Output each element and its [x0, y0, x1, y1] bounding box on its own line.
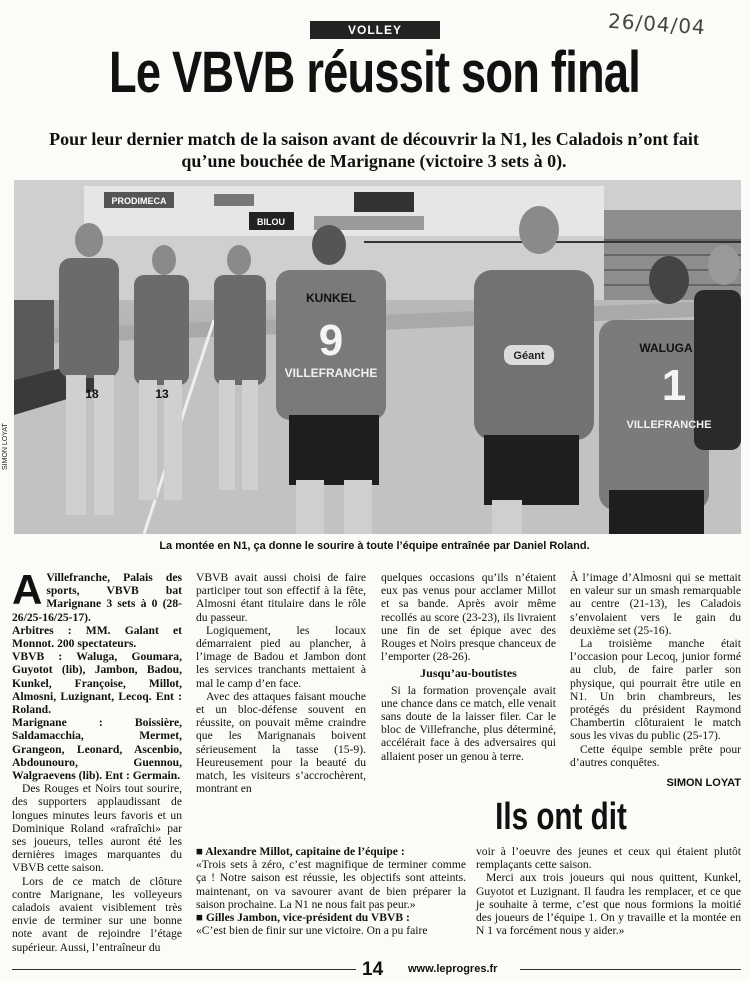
section-rubric: VOLLEY — [310, 21, 440, 39]
paragraph: quelques occasions qu’ils n’étaient eux pas venus pour acclamer Millot et sa bande. Après avoir même recollés au score (23-23), ils livraient une fin de set épique avec des Rouges et Noirs presque chanceux de l’emporter (28-26). — [381, 571, 556, 664]
quote-text: «Trois sets à zéro, c’est magnifique de terminer comme ça ! Notre saison est réussie, les objectifs sont atteints. maintenant, on va savourer avant de bien préparer la saison prochaine. La N1 ne nous fait pas peur.» — [196, 858, 466, 911]
handwritten-date: 26/04/04 — [607, 8, 707, 40]
sponsor-logo: Géant — [513, 350, 545, 362]
article-column-4 — [570, 571, 741, 790]
photo-illustration — [14, 180, 741, 534]
paragraph: Si la formation provençale avait une chance dans ce match, elle venait sans doute de la laisser filer. Car le bloc de Villefranche, plus déterminé, accélérait face à des adversaires qui allaient poser un genou à terre. — [381, 683, 556, 763]
marignane-lineup: Marignane : Boissière, Saldamacchia, Mermet, Grangeon, Leonard, Ascenbio, Abdounouro, Guennou, Walgraevens (lib). Ent : Germain. — [12, 716, 182, 783]
quotes-column-2 — [476, 845, 741, 937]
article-headline: Le VBVB réussit son final — [108, 40, 641, 105]
footer-rule — [520, 969, 741, 970]
banner-text: BILOU — [257, 217, 285, 227]
quote-text: «C’est bien de finir sur une victoire. On a pu faire — [196, 924, 428, 938]
paragraph: Des Rouges et Noirs tout sourire, des supporters applaudissant de longues minutes leurs favoris et un Dominique Roland «rafraîchi» par ses joueurs, telles auront été les dernières images marquantes du VBVB cette saison. — [12, 782, 182, 875]
paragraph: Cette équipe semble prête pour d’autres conquêtes. — [570, 742, 741, 769]
jersey-number: 9 — [318, 316, 344, 365]
paragraph: Lors de ce match de clôture contre Marignane, les volleyeurs caladois avaient visiblement très envie de terminer sur une bonne note avant de rejoindre l’étage supérieur. Aussi, l’entraîneur du — [12, 874, 182, 954]
photo-credit: SIMON LOYAT — [2, 423, 9, 470]
jersey-number: 1 — [661, 361, 687, 410]
page-number: 14 — [362, 959, 384, 980]
vbvb-lineup: VBVB : Waluga, Goumara, Guyotot (lib), Jambon, Badou, Kunkel, Françoise, Millot, Almosni, Luzignant, Lecoq. Ent : Roland. — [12, 650, 182, 717]
footer-rule — [12, 969, 356, 970]
paragraph: Avec des attaques faisant mouche et un bloc-défense souvent en réussite, on pouvait même craindre que les Marignanais boivent sérieusement la tasse (15-9). Heureusement pour la beauté du match, les visiteurs s’accrochèrent, montrant en — [196, 689, 366, 796]
paragraph: VBVB avait aussi choisi de faire participer tout son effectif à la fête, Almosni étant titulaire dans le rôle du passeur. — [196, 571, 366, 624]
quote-author: ■ Alexandre Millot, capitaine de l’équipe : — [196, 845, 405, 858]
article-deck: Pour leur dernier match de la saison avant de découvrir la N1, les Caladois n’ont fait qu’une bouchée de Marignane (victoire 3 sets à 0). — [49, 129, 699, 171]
subheading: Jusqu’au-boutistes — [420, 666, 517, 681]
quote-author: ■ Gilles Jambon, vice-président du VBVB : — [196, 911, 410, 925]
jersey-number: 18 — [85, 387, 99, 401]
quote-text: voir à l’oeuvre des jeunes et ceux qui étaient plutôt remplaçants cette saison. — [476, 845, 741, 872]
banner-text: PRODIMECA — [111, 196, 167, 206]
quotes-box-title: Ils ont dit — [495, 796, 627, 838]
paragraph: La troisième manche était l’occasion pour Lecoq, junior formé au club, de faire parler son physique, qui pourrait être utile en N1. Un brin chambreurs, les protégés du président Raymond Chambertin clôturaient le match sous les vivas du public (25-17). — [570, 637, 741, 743]
team-photo — [14, 180, 741, 534]
author-signature: SIMON LOYAT — [666, 777, 741, 790]
article-column-3 — [381, 571, 556, 763]
jersey-number: 13 — [155, 387, 169, 401]
website-url[interactable]: www.leprogres.fr — [408, 963, 498, 975]
quote-text: Merci aux trois joueurs qui nous quittent, Kunkel, Guyotot et Luzignant. Il faudra les remplacer, et ce que je souhaite à terme, c’est que nous formions la moitié des joueurs de l’équipe 1. On y travaille et la montée en N 1 va forcément nous y aider.» — [476, 871, 741, 938]
article-column-1 — [12, 566, 182, 954]
quotes-column-1 — [196, 845, 466, 937]
photo-caption: La montée en N1, ça donne le sourire à toute l’équipe entraînée par Daniel Roland. — [159, 540, 590, 552]
jersey-name: WALUGA — [639, 341, 693, 355]
paragraph: À l’image d’Almosni qui se mettait en valeur sur un smash remarquable au centre (21-13), les Caladois s’envolaient vers le gain du deuxième set (25-16). — [570, 571, 741, 637]
drop-cap: A — [12, 566, 43, 613]
jersey-team: VILLEFRANCHE — [284, 366, 378, 380]
jersey-team: VILLEFRANCHE — [626, 419, 712, 431]
match-summary: Villefranche, Palais des sports, VBVB bat Marignane 3 sets à 0 (28-26/25-16/25-17). — [12, 571, 182, 624]
referees: Arbitres : MM. Galant et Monnot. 200 spectateurs. — [12, 623, 182, 651]
jersey-name: KUNKEL — [306, 291, 356, 305]
article-column-2 — [196, 571, 366, 795]
paragraph: Logiquement, les locaux démarraient pied au plancher, à l’image de Badou et Jambon dont les services tranchants mettaient à mal le camp d’en face. — [196, 623, 366, 690]
